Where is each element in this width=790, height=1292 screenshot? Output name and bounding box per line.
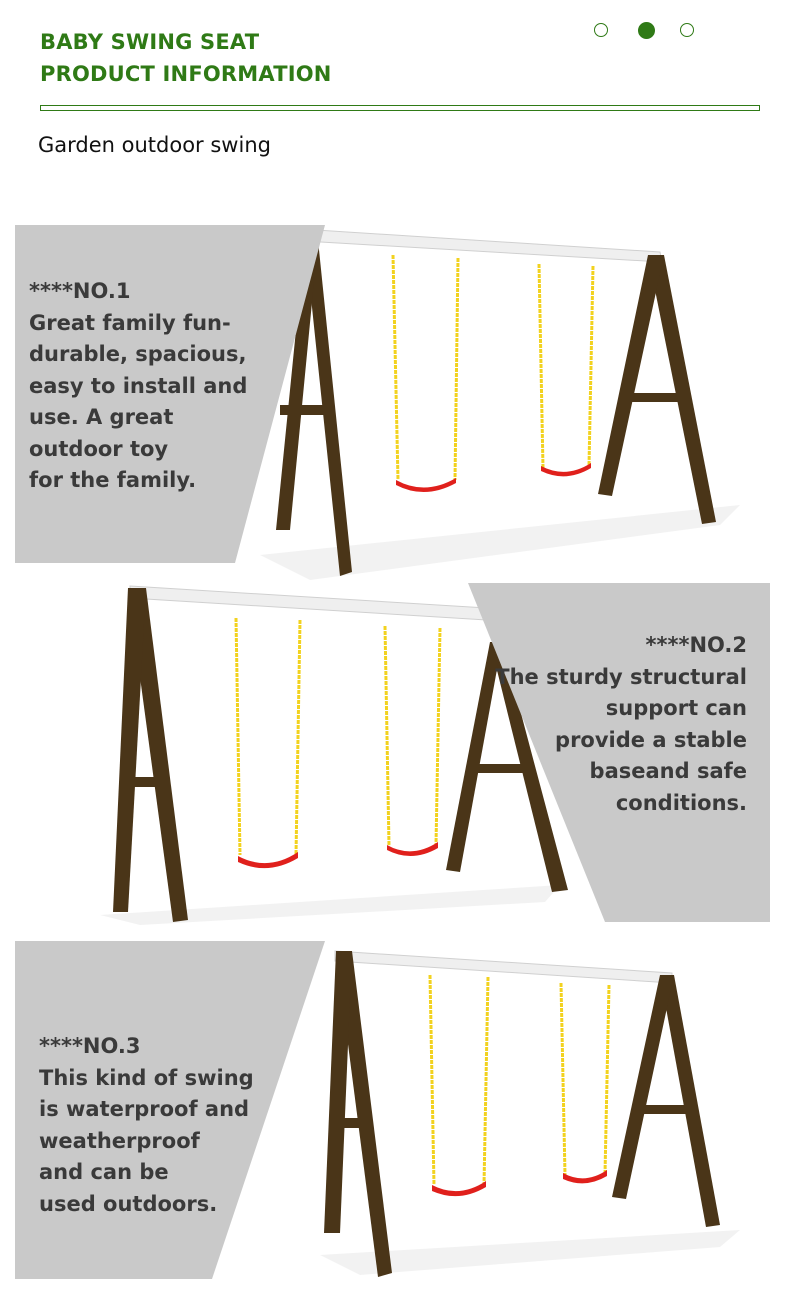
feature-1-line: for the family. [29,468,197,492]
feature-1-line: use. A great [29,405,174,429]
feature-2-line: conditions. [615,790,747,815]
feature-2-line: The sturdy structural [495,664,747,689]
feature-2-line: baseand safe [589,759,747,783]
feature-1-line: outdoor toy [29,436,169,461]
feature-section-2 [0,580,790,930]
feature-3-line: used outdoors. [39,1191,218,1216]
feature-1-caption [29,276,247,497]
feature-1-heading: ****NO.1 [29,279,131,303]
feature-2-line: support can [605,696,747,720]
feature-1-line: durable, spacious, [29,342,247,366]
feature-section-1 [0,200,790,590]
title-line-2: PRODUCT INFORMATION [40,62,332,86]
carousel-dot-3[interactable] [680,23,694,37]
feature-3-line: is waterproof and [39,1097,250,1121]
feature-section-3 [0,935,790,1285]
feature-2-heading: ****NO.2 [645,633,747,657]
feature-3-heading: ****NO.3 [39,1034,141,1058]
feature-3-line: weatherproof [39,1128,200,1153]
feature-2-line: provide a stable [555,727,747,752]
feature-1-line: easy to install and [29,373,248,398]
page-title [40,26,332,90]
feature-3-caption [39,1031,254,1220]
feature-3-line: This kind of swing [39,1065,254,1090]
carousel-dot-1[interactable] [594,23,608,37]
feature-3-line: and can be [39,1160,169,1184]
title-line-1: BABY SWING SEAT [40,30,260,54]
feature-1-line: Great family fun- [29,310,231,335]
feature-2-caption [495,630,747,819]
header-divider [40,105,760,111]
carousel-dots [594,23,704,41]
subtitle: Garden outdoor swing [38,133,271,157]
carousel-dot-2-active[interactable] [638,22,655,39]
